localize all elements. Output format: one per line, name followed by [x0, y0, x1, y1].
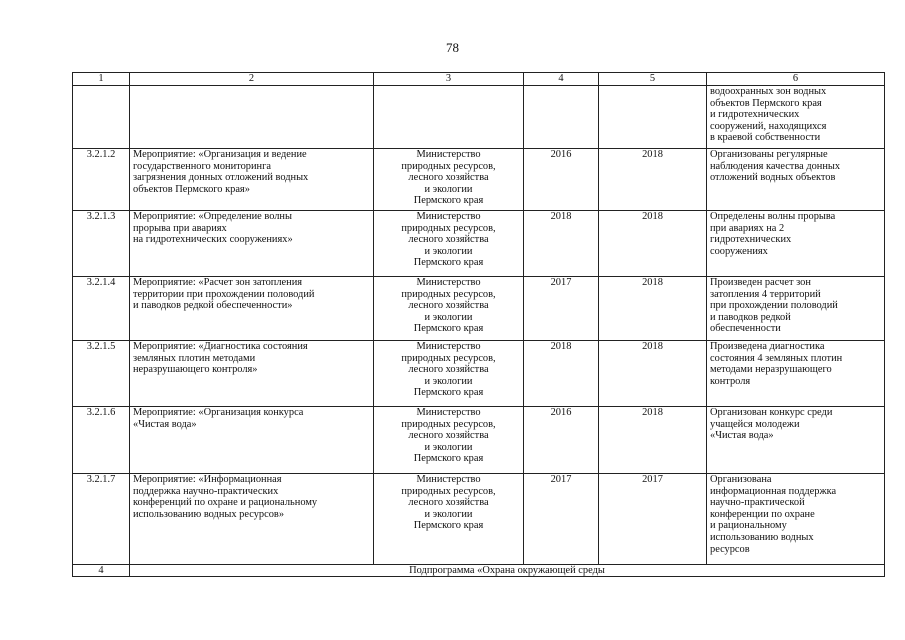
cell-executor: Министерство природных ресурсов, лесного хозяйства и экологии Пермского края [374, 407, 524, 474]
column-number: 3 [374, 73, 524, 86]
cell-result: Организована информационная поддержка научно-практической конференции по охране и рациональному использованию водных ресурсов [707, 474, 885, 565]
cell-measure: Мероприятие: «Информационная поддержка научно-практических конференций по охране и рациональному использованию водных ресурсов» [130, 474, 374, 565]
cell-end-year: 2018 [599, 211, 707, 277]
table-row [73, 211, 885, 277]
page-number: 78 [446, 40, 459, 55]
cell-measure: Мероприятие: «Диагностика состояния земляных плотин методами неразрушающего контроля» [130, 341, 374, 407]
cell-executor: Министерство природных ресурсов, лесного хозяйства и экологии Пермского края [374, 277, 524, 341]
column-number: 4 [524, 73, 599, 86]
subprogram-row [73, 565, 885, 577]
cell-executor: Министерство природных ресурсов, лесного хозяйства и экологии Пермского края [374, 211, 524, 277]
cell-result: Произведена диагностика состояния 4 земляных плотин методами неразрушающего контроля [707, 341, 885, 407]
subprogram-title: Подпрограмма «Охрана окружающей среды [130, 565, 885, 577]
cell-end-year: 2017 [599, 474, 707, 565]
continuation-row [73, 86, 885, 149]
table-row [73, 277, 885, 341]
cell-start-year: 2016 [524, 149, 599, 211]
cell-result: Организованы регулярные наблюдения качества донных отложений водных объектов [707, 149, 885, 211]
table-row [73, 341, 885, 407]
table-row [73, 474, 885, 565]
cell-executor [374, 86, 524, 149]
cell-start-year: 2017 [524, 277, 599, 341]
cell-start-year [524, 86, 599, 149]
cell-measure: Мероприятие: «Расчет зон затопления территории при прохождении половодий и паводков редкой обеспеченности» [130, 277, 374, 341]
cell-result: водоохранных зон водных объектов Пермского края и гидротехнических сооружений, находящихся в краевой собственности [707, 86, 885, 149]
cell-end-year: 2018 [599, 341, 707, 407]
table-row [73, 407, 885, 474]
cell-number: 3.2.1.3 [73, 211, 130, 277]
cell-number: 3.2.1.7 [73, 474, 130, 565]
measures-table [72, 72, 885, 577]
cell-end-year: 2018 [599, 149, 707, 211]
column-number-row [73, 73, 885, 86]
cell-number: 3.2.1.6 [73, 407, 130, 474]
cell-measure: Мероприятие: «Организация конкурса «Чистая вода» [130, 407, 374, 474]
cell-result: Организован конкурс среди учащейся молодежи «Чистая вода» [707, 407, 885, 474]
table-row [73, 149, 885, 211]
cell-number: 3.2.1.2 [73, 149, 130, 211]
cell-number: 4 [73, 565, 130, 577]
cell-end-year: 2018 [599, 277, 707, 341]
cell-number: 3.2.1.4 [73, 277, 130, 341]
cell-end-year: 2018 [599, 407, 707, 474]
cell-start-year: 2016 [524, 407, 599, 474]
cell-number [73, 86, 130, 149]
cell-result: Произведен расчет зон затопления 4 территорий при прохождении половодий и паводков редкой обеспеченности [707, 277, 885, 341]
cell-end-year [599, 86, 707, 149]
column-number: 5 [599, 73, 707, 86]
cell-executor: Министерство природных ресурсов, лесного хозяйства и экологии Пермского края [374, 474, 524, 565]
cell-start-year: 2018 [524, 211, 599, 277]
cell-number: 3.2.1.5 [73, 341, 130, 407]
column-number: 6 [707, 73, 885, 86]
column-number: 1 [73, 73, 130, 86]
cell-executor: Министерство природных ресурсов, лесного хозяйства и экологии Пермского края [374, 149, 524, 211]
column-number: 2 [130, 73, 374, 86]
cell-result: Определены волны прорыва при авариях на 2 гидротехнических сооружениях [707, 211, 885, 277]
cell-measure: Мероприятие: «Организация и ведение государственного мониторинга загрязнения донных отложений водных объектов Пермского края» [130, 149, 374, 211]
cell-start-year: 2017 [524, 474, 599, 565]
cell-executor: Министерство природных ресурсов, лесного хозяйства и экологии Пермского края [374, 341, 524, 407]
cell-measure [130, 86, 374, 149]
cell-start-year: 2018 [524, 341, 599, 407]
cell-measure: Мероприятие: «Определение волны прорыва при авариях на гидротехнических сооружениях» [130, 211, 374, 277]
